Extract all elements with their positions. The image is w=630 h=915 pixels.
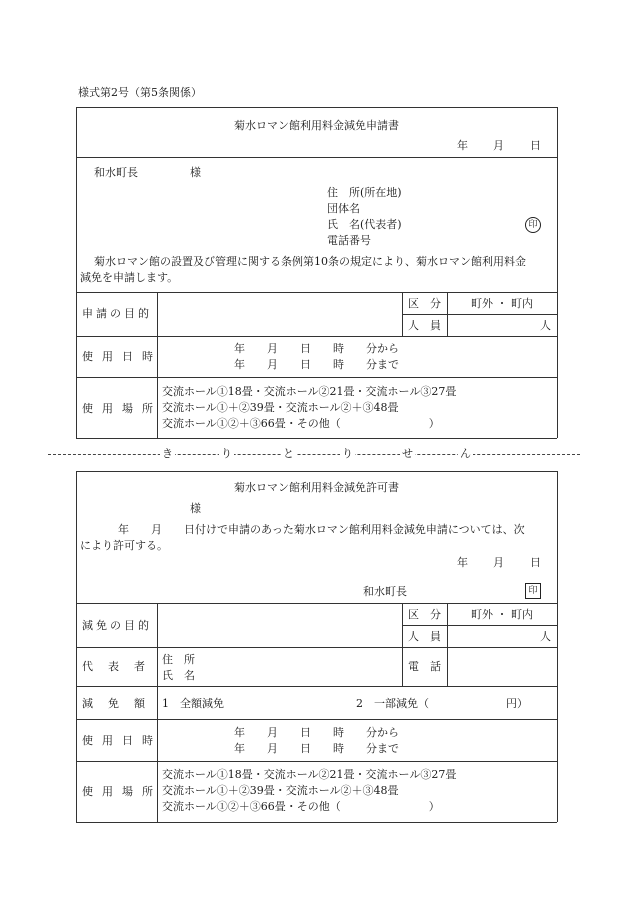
use-date-from: 年 月 日 時 分から [234,342,399,355]
permit-use-date-to: 年 月 日 時 分まで [234,742,399,755]
reduction-purpose-label: 減免の目的 [82,619,152,632]
permit-title: 菊水ロマン館利用料金減免許可書 [234,481,399,494]
table-line [76,292,557,293]
cut-char: り [221,447,232,460]
cut-char: と [283,447,294,460]
application-title: 菊水ロマン館利用料金減免申請書 [234,119,399,132]
representative-label: 代表者 [82,660,160,673]
use-place-label: 使用場所 [82,402,162,415]
permit-date-month: 月 [493,556,504,569]
frame-line [76,471,557,472]
category-label: 区 分 [408,297,441,310]
permit-use-place-line1: 交流ホール①18畳・交流ホール②21畳・交流ホール③27畳 [162,768,457,781]
frame-line [557,471,558,822]
table-line [76,647,557,648]
permit-category-value: 町外 ・ 町内 [471,608,533,621]
cut-char: り [342,447,353,460]
permit-date-year: 年 [457,556,468,569]
purpose-label: 申請の目的 [82,307,152,320]
application-body-line2: 減免を申請します。 [80,271,179,284]
category-value: 町外 ・ 町内 [471,297,533,310]
permit-use-date-from: 年 月 日 時 分から [234,726,399,739]
permit-issuer: 和水町長 [363,585,407,598]
phone-label: 電 話 [408,660,441,673]
frame-line [76,107,557,108]
full-reduction-option: 1 全額減免 [162,697,224,710]
use-date-to: 年 月 日 時 分まで [234,358,399,371]
permit-date-day: 日 [530,556,541,569]
permit-honorific: 様 [190,502,201,515]
frame-line [76,438,557,439]
frame-line [557,107,558,438]
table-line [157,292,158,438]
table-line [76,761,557,762]
cut-char: せ [402,447,413,460]
use-place-line3: 交流ホール①②＋③66畳・その他（ ） [162,417,440,430]
table-line [76,603,557,604]
cut-char: ん [460,447,471,460]
use-place-line1: 交流ホール①18畳・交流ホール②21畳・交流ホール③27畳 [162,385,457,398]
permit-category-label: 区 分 [408,608,441,621]
frame-line [76,822,557,823]
table-line [402,625,557,626]
date-year: 年 [457,139,468,152]
seal-mark: 印 [525,217,541,233]
people-label: 人 員 [408,319,441,332]
applicant-name-label: 氏 名(代表者) [327,218,402,231]
partial-reduction-option: 2 一部減免（ 円） [356,697,528,710]
form-number: 様式第2号（第5条関係） [78,86,202,99]
table-line [76,377,557,378]
permit-body-line2: により許可する。 [80,539,168,552]
permit-seal: 印 [525,583,541,599]
date-month: 月 [493,139,504,152]
representative-name: 氏 名 [162,669,195,682]
section-divider [76,157,557,158]
table-line [76,686,557,687]
permit-people-unit: 人 [540,630,551,643]
permit-use-place-label: 使用場所 [82,785,162,798]
permit-body-line1: 年 月 日付けで申請のあった菊水ロマン館利用料金減免申請については、次 [118,523,525,536]
applicant-phone-label: 電話番号 [327,234,371,247]
cut-char: き [162,447,173,460]
permit-use-date-label: 使用日時 [82,734,162,747]
use-date-label: 使用日時 [82,350,162,363]
permit-use-place-line2: 交流ホール①＋②39畳・交流ホール②＋③48畳 [162,784,399,797]
cut-dashes [48,454,580,455]
permit-use-place-line3: 交流ホール①②＋③66畳・その他（ ） [162,800,440,813]
table-line [76,336,557,337]
application-body-line1: 菊水ロマン館の設置及び管理に関する条例第10条の規定により、菊水ロマン館利用料金 [94,255,526,268]
table-line [76,719,557,720]
table-line [402,314,557,315]
reduction-amount-label: 減免額 [82,697,160,710]
honorific: 様 [190,166,201,179]
addressee: 和水町長 [94,166,138,179]
date-day: 日 [530,139,541,152]
applicant-group-label: 団体名 [327,202,360,215]
use-place-line2: 交流ホール①＋②39畳・交流ホール②＋③48畳 [162,401,399,414]
representative-address: 住 所 [162,653,195,666]
applicant-address-label: 住 所(所在地) [327,186,402,199]
permit-people-label: 人 員 [408,630,441,643]
people-unit: 人 [540,319,551,332]
